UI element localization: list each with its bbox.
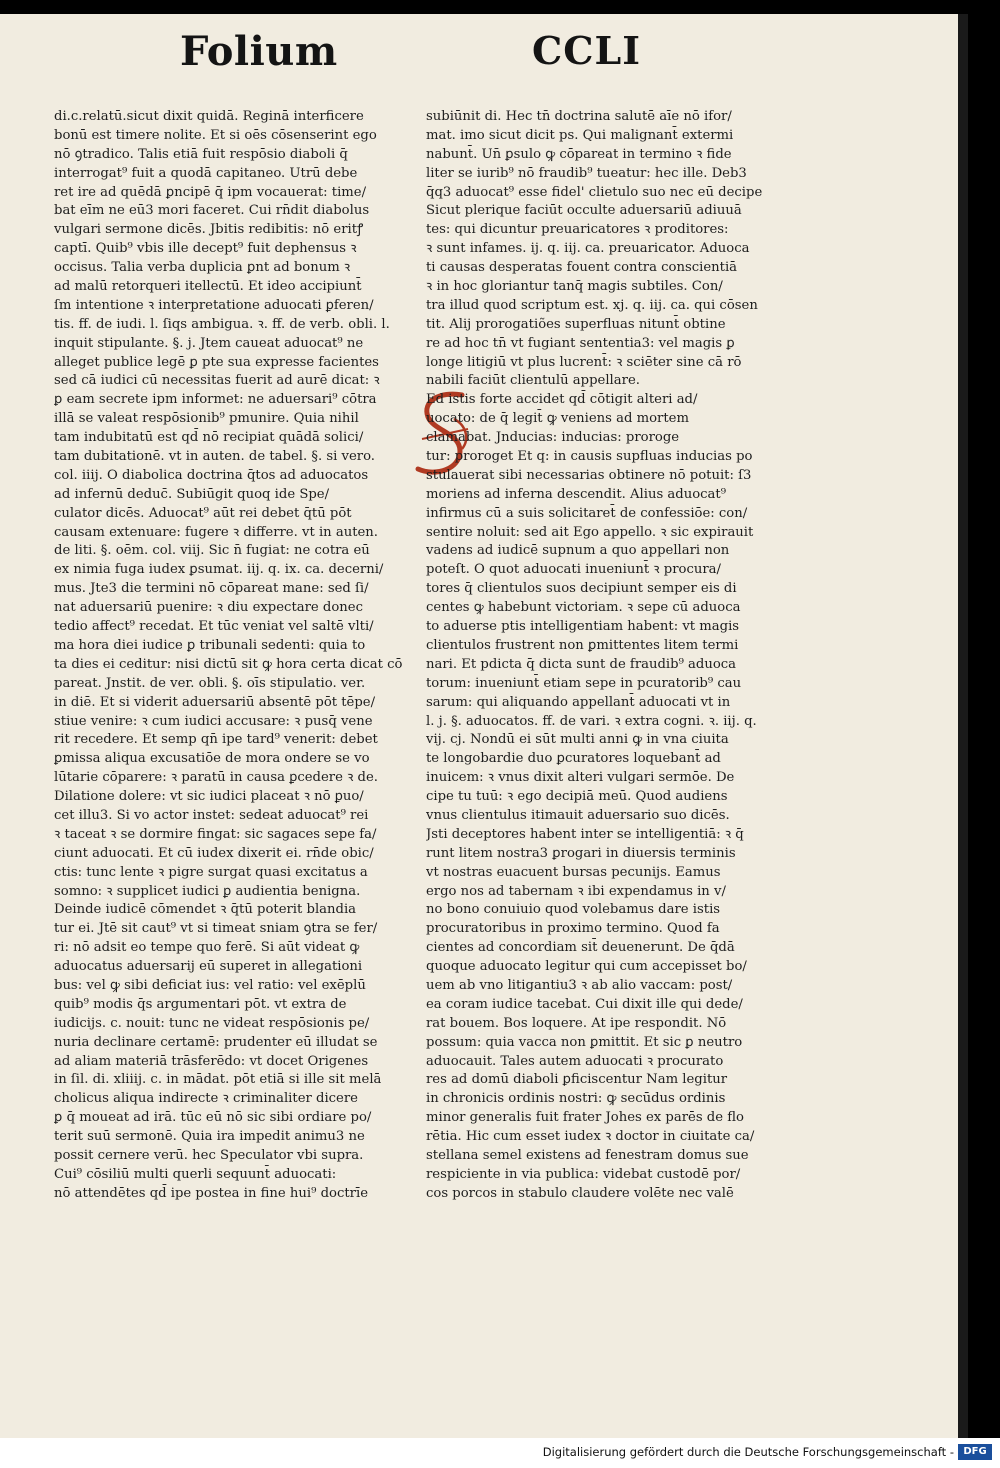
- text-line: ma hora diei iudice ꝑ tribunali sedenti: quia to: [54, 637, 366, 653]
- text-line: stellana semel existens ad fenestram domus sue: [426, 1147, 749, 1163]
- text-line: cos porcos in stabulo claudere volēte nec valē: [426, 1185, 734, 1201]
- text-line: ad malū retorqueri itellectū. Et ideo accipiunt̄: [54, 279, 362, 295]
- text-line: inquit stipulante. §. j. Jtem caueat aduocat⁹ ne: [54, 335, 364, 351]
- text-line: ꝑ eam secrete ipm informet: ne aduersari⁹ cōtra: [54, 392, 377, 408]
- text-line: iudicijs. c. nouit: tunc ne videat respōsionis pe/: [54, 1015, 370, 1031]
- text-line: Ed istis forte accidet qd̄ cōtigit alteri ad/: [426, 392, 698, 408]
- text-line: to aduerse ptis intelligentiam habent: vt magis: [426, 619, 740, 635]
- text-line: ſm intentione ꝛ interpretatione aduocati ꝑferen/: [54, 297, 374, 313]
- text-line: centes ꝙ habebunt victoriam. ꝛ sepe cū aduoca: [426, 600, 741, 616]
- text-line: cet illu3. Si vo actor instet: sedeat aduocat⁹ rei: [54, 807, 369, 823]
- page-header-folio-number: CCLI: [532, 28, 641, 73]
- text-line: l. j. §. aduocatos. ff. de vari. ꝛ extra cogni. ꝛ. iij. q.: [426, 713, 757, 729]
- text-line: culator dicēs. Aduocat⁹ aūt rei debet q̄tū pōt: [54, 505, 352, 521]
- text-line: lūtarie cōparere: ꝛ paratū in causa ꝑcedere ꝛ de.: [54, 770, 378, 786]
- text-line: te longobardie duo ꝑcuratores loquebant̄ ad: [426, 751, 721, 767]
- text-column-right: [426, 108, 770, 1204]
- text-line: quib⁹ modis q̄s argumentari pōt. vt extra de: [54, 996, 347, 1012]
- page-header-folium: Folium: [180, 28, 338, 75]
- text-line: col. iiij. O diabolica doctrina q̄tos ad aduocatos: [54, 467, 369, 483]
- text-line: vulgari sermone dicēs. Jbitis redibitis: nō eritꝭ: [54, 222, 364, 238]
- text-line: possit cernere verū. hec Speculator vbi supra.: [54, 1147, 364, 1163]
- text-line: longe litigiū vt plus lucrent̄: ꝛ sciēter sine cā rō: [426, 354, 742, 370]
- text-line: nō ꝯtradico. Talis etiā fuit respōsio diaboli q̄: [54, 146, 348, 162]
- text-line: causam extenuare: fugere ꝛ differre. vt in auten.: [54, 524, 378, 540]
- text-line: ri: nō adsit eo tempe quo ferē. Si aūt videat ꝙ: [54, 940, 360, 956]
- text-line: nabunt̄. Un̄ ꝑsulo ꝙ cōpareat in termino ꝛ fide: [426, 146, 732, 162]
- text-line: Jsti deceptores habent inter se intelligentiā: ꝛ q̄: [426, 826, 744, 842]
- text-line: respiciente in via publica: videbat custodē por/: [426, 1166, 741, 1182]
- text-line: tores q̄ clientulos suos decipiunt semper eis di: [426, 581, 737, 597]
- text-line: illā se valeat respōsionib⁹ pmunire. Quia nihil: [54, 411, 359, 427]
- text-line: cientes ad concordiam sit̄ deuenerunt. De q̄dā: [426, 940, 735, 956]
- text-line: ꝑ q̄ moueat ad irā. tūc eū nō sic sibi ordiare po/: [54, 1110, 372, 1126]
- text-line: rētia. Hic cum esset iudex ꝛ doctor in ciuitate ca/: [426, 1129, 755, 1145]
- text-line: rit recedere. Et semp qn̄ ipe tard⁹ venerit: debet: [54, 732, 378, 748]
- text-line: bonū est timere nolite. Et si oēs cōsenserint ego: [54, 127, 377, 143]
- text-line: vadens ad iudicē supnum a quo appellari non: [426, 543, 730, 559]
- text-line: tur ei. Jtē sit caut⁹ vt si timeat sniam ꝯtra se fer/: [54, 921, 378, 937]
- text-line: torum: inueniunt̄ etiam sepe in pcuratorib⁹ cau: [426, 675, 742, 691]
- text-line: ret ire ad quēdā ꝑncipē q̄ ipm vocauerat: time/: [54, 184, 367, 200]
- text-line: ctis: tunc lente ꝛ pigre surgat quasi excitatus a: [54, 864, 368, 880]
- text-line: moriens ad inferna descendit. Alius aduocat⁹: [426, 486, 726, 502]
- digitization-footer: [0, 1438, 1000, 1468]
- text-line: occisus. Talia verba duplicia ꝑnt ad bonum ꝛ: [54, 260, 351, 276]
- text-line: mus. Jte3 die termini nō cōpareat mane: sed ſi/: [54, 581, 369, 597]
- text-line: nari. Et pdicta q̄ dicta sunt de fraudib⁹ aduoca: [426, 656, 737, 672]
- text-line: subiūnit di. Hec tn̄ doctrina salutē aīe nō ifor/: [426, 109, 732, 124]
- text-line: inuicem: ꝛ vnus dixit alteri vulgari sermōe. De: [426, 770, 735, 786]
- text-line: stiue venire: ꝛ cum iudici accusare: ꝛ pusq̄ vene: [54, 713, 373, 729]
- text-line: vij. cj. Nondū ei sūt multi anni ꝙ in vna ciuita: [426, 732, 729, 748]
- text-line: in ſil. di. xliiij. c. in mādat. pōt etiā si ille sit melā: [54, 1072, 382, 1088]
- text-line: somno: ꝛ supplicet iudici ꝑ audientia benigna.: [54, 883, 361, 899]
- text-line: tis. ff. de iudi. l. ſiqs ambigua. ꝛ. ff. de verb. obli. l.: [54, 316, 390, 332]
- text-line: terit suū sermonē. Quia ira impedit animu3 ne: [54, 1129, 365, 1145]
- scanned-page: [0, 14, 968, 1438]
- text-line: vnus clientulus itimauit aduersario suo dicēs.: [426, 807, 730, 823]
- text-line: sarum: qui aliquando appellant̄ aduocati vt in: [426, 694, 731, 710]
- text-line: clamabat. Jnducias: inducias: proroge: [426, 430, 680, 446]
- text-line: pareat. Jnstit. de ver. obli. §. oīs stipulatio. ver.: [54, 675, 366, 691]
- text-line: ea coram iudice tacebat. Cui dixit ille qui dede/: [426, 996, 743, 1012]
- text-line: infirmus cū a suis solicitaret̄ de confessiōe: con/: [426, 505, 748, 521]
- text-line: nat aduersariū puenire: ꝛ diu expectare donec: [54, 600, 363, 616]
- text-line: re ad hoc tn̄ vt fugiant sententia3: vel magis ꝑ: [426, 335, 735, 351]
- text-line: no bono conuiuio quod volebamus dare istis: [426, 902, 721, 918]
- text-line: tes: qui dicuntur preuaricatores ꝛ proditores:: [426, 222, 729, 238]
- text-line: cholicus aliqua indirecte ꝛ criminaliter dicere: [54, 1091, 358, 1107]
- text-line: tur: proroget Et q: in causis supfluas inducias po: [426, 449, 753, 465]
- text-line: runt litem nostra3 ꝑrogari in diuersis terminis: [426, 845, 736, 861]
- text-line: interrogat⁹ fuit a quodā capitaneo. Utrū debe: [54, 165, 358, 181]
- text-line: sentire noluit: sed ait Ego appello. ꝛ sic expirauit: [426, 524, 754, 540]
- text-line: uocato: de q̄ legit̄ ꝙ veniens ad mortem: [426, 411, 689, 427]
- text-line: ti causas desperatas fouent contra conscientiā: [426, 260, 738, 276]
- text-line: stulauerat sibi necessarias obtinere nō potuit: ſ3: [426, 467, 752, 483]
- text-line: di.c.relatū.sicut dixit quidā. Reginā interficere: [54, 109, 364, 124]
- text-line: ta dies ei ceditur: nisi dictū sit ꝙ hora certa dicat cō: [54, 656, 403, 672]
- text-line: nuria declinare certamē: prudenter eū illudat se: [54, 1034, 378, 1050]
- text-line: in chronicis ordinis nostri: ꝙ secūdus ordinis: [426, 1091, 726, 1107]
- text-line: poteſt. O quot aduocati inueniunt̄ ꝛ procura/: [426, 562, 721, 578]
- text-line: tam indubitatū est qd̄ nō recipiat quādā solici/: [54, 430, 364, 446]
- text-line: Deinde iudicē cōmendet ꝛ q̄tū poterit blandia: [54, 902, 357, 918]
- text-line: ad aliam materiā trāsferēdo: vt docet Origenes: [54, 1053, 369, 1069]
- text-line: bat eīm ne eū3 mori faceret. Cui rn̄dit diabolus: [54, 203, 370, 219]
- text-line: de liti. §. oēm. col. viij. Sic n̄ fugiat: ne cotra eū: [54, 543, 370, 559]
- text-line: ꝛ sunt infames. ij. q. iij. ca. preuaricator. Aduoca: [426, 241, 750, 257]
- text-line: ꝑmissa aliqua excusatiōe de mora ondere se vo: [54, 751, 370, 767]
- text-line: captī. Quib⁹ vbis ille decept⁹ fuit dephensus ꝛ: [54, 241, 357, 257]
- text-line: possum: quia vacca non ꝑmittit. Et sic ꝑ neutro: [426, 1034, 743, 1050]
- text-line: Dilatione dolere: vt sic iudici placeat ꝛ nō ꝑuo/: [54, 789, 364, 805]
- text-line: q̄q3 aduocat⁹ esse fidel' clietulo suo nec eū decipe: [426, 184, 763, 200]
- text-line: Cui⁹ cōsiliū multi querli sequunt̄ aduocati:: [54, 1166, 337, 1182]
- text-line: tit. Alij prorogatiões superfluas nitunt̄ obtine: [426, 316, 726, 332]
- text-line: rat bouem. Bos loquere. At ipe respondit. Nō: [426, 1015, 727, 1031]
- text-line: Sicut plerique faciūt occulte aduersariū adiuuā: [426, 203, 742, 219]
- text-line: res ad domū diaboli ꝑficiscentur Nam legitur: [426, 1072, 728, 1088]
- text-line: sed cā iudici cū necessitas fuerit ad aurē dicat: ꝛ: [54, 373, 380, 389]
- text-line: vt nostras euacuent bursas pecunijs. Eamus: [426, 864, 721, 880]
- text-line: aduocatus aduersarij eū superet in allegationi: [54, 959, 363, 975]
- text-line: in diē. Et si viderit aduersariū absentē pōt tēpe/: [54, 694, 376, 710]
- text-line: nabili faciūt clientulū appellare.: [426, 373, 640, 389]
- text-line: liter se iurib⁹ nō fraudib⁹ tueatur: hec ille. Deb3: [426, 165, 747, 181]
- text-line: ꝛ taceat ꝛ se dormire fingat: sic sagaces sepe fa/: [54, 826, 377, 842]
- text-column-left: [54, 108, 410, 1204]
- text-line: tedio affect⁹ recedat. Et tūc veniat vel saltē vlti/: [54, 619, 374, 635]
- footer-credit-text: Digitalisierung gefördert durch die Deutsche Forschungsgemeinschaft -: [542, 1445, 954, 1459]
- text-line: nō attendētes qd̄ ipe postea in fine hui⁹ doctrīe: [54, 1185, 368, 1201]
- text-line: ex nimia fuga iudex ꝑsumat. iij. q. ix. ca. decerni/: [54, 562, 384, 578]
- text-line: minor generalis fuit frater Johes ex parēs de flo: [426, 1110, 744, 1126]
- text-line: uem ab vno litigantiu3 ꝛ ab alio vaccam: post/: [426, 977, 733, 993]
- text-line: ꝛ in hoc gloriantur tanq̄ magis subtiles. Con/: [426, 279, 723, 295]
- text-line: mat. imo sicut dicit ps. Qui malignant̄ extermi: [426, 127, 734, 143]
- text-line: clientulos frustrent non ꝑmittentes litem termi: [426, 637, 739, 653]
- text-line: tam dubitationē. vt in auten. de tabel. §. si vero.: [54, 449, 375, 465]
- text-line: cipe tu tuū: ꝛ ego decipiā meū. Quod audiens: [426, 789, 728, 805]
- text-line: bus: vel ꝙ sibi deficiat ius: vel ratio: vel exēplū: [54, 977, 366, 993]
- text-line: alleget publice legē ꝑ pte sua expresse facientes: [54, 354, 379, 370]
- text-line: quoque aduocato legitur qui cum accepisset bo/: [426, 959, 747, 975]
- text-line: ciunt aduocati. Et cū iudex dixerit ei. rn̄de obic/: [54, 845, 374, 861]
- dfg-logo-icon: DFG: [958, 1444, 992, 1460]
- text-line: procuratoribus in proximo termino. Quod fa: [426, 921, 720, 937]
- text-line: tra illud quod scriptum est. xj. q. iij. ca. qui cōsen: [426, 297, 758, 313]
- text-line: aduocauit. Tales autem aduocati ꝛ procurato: [426, 1053, 724, 1069]
- text-line: ad infernū deduc̄. Subiūgit quoq ide Spe/: [54, 486, 330, 502]
- text-line: ergo nos ad tabernam ꝛ ibi expendamus in v/: [426, 883, 726, 899]
